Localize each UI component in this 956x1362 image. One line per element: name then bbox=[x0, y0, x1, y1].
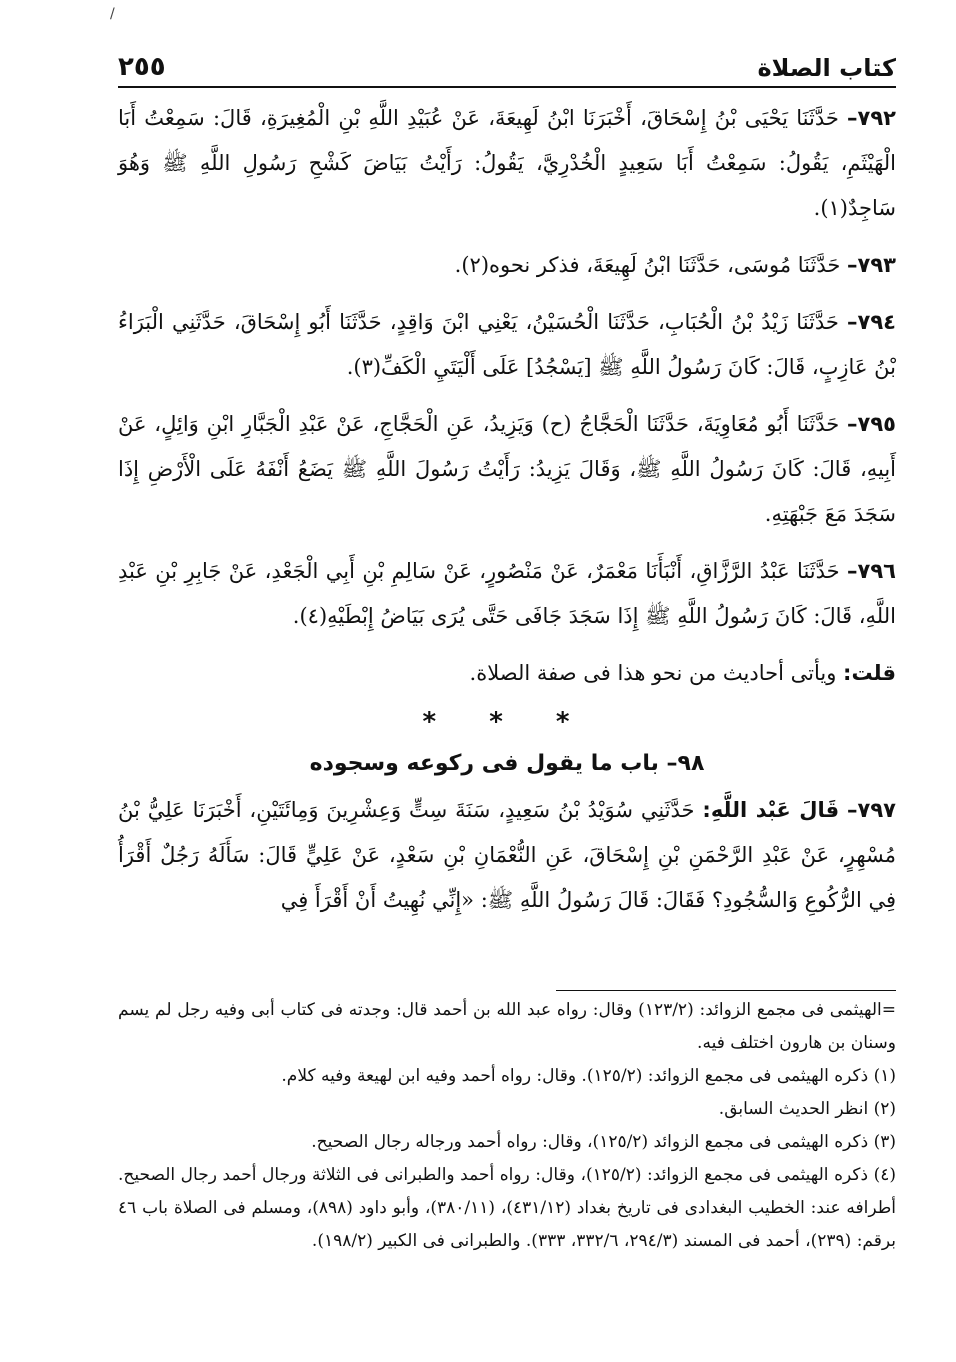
hadith-792 bbox=[118, 96, 896, 231]
page-number: ٢٥٥ bbox=[118, 52, 166, 82]
editor-note bbox=[118, 651, 896, 696]
note-lead: قلت: bbox=[843, 661, 896, 685]
footnote-1: (١) ذكره الهيثمى فى مجمع الزوائد: (١٢٥/٢). وقال: رواه أحمد وفيه ابن لهيعة وفيه كلام. bbox=[281, 1066, 896, 1086]
footnote-divider bbox=[556, 990, 896, 991]
hadith-text: حَدَّثَنَا عَبْدُ الرَّزَّاقِ، أَنْبَأَنَا مَعْمَرٌ، عَنْ مَنْصُورٍ، عَنْ سَالِمِ بْنِ أَبِي الْجَعْدِ، عَنْ جَابِرِ بْنِ عَبْدِ اللَّهِ، قَالَ: كَانَ رَسُولُ اللَّهِ ﷺ إِذَا سَجَدَ جَافَى حَتَّى يُرَى بَيَاضُ إِبْطَيْهِ(٤). bbox=[118, 559, 896, 628]
hadith-796 bbox=[118, 549, 896, 639]
hadith-text: حَدَّثَنَا يَحْيَى بْنُ إِسْحَاقَ، أَخْبَرَنَا ابْنُ لَهِيعَةَ، عَنْ عُبَيْدِ اللَّهِ بْنِ الْمُغِيرَةِ، قَالَ: سَمِعْتُ أَبَا الْهَيْثَمِ، يَقُولُ: سَمِعْتُ أَبَا سَعِيدٍ الْخُدْرِيَّ، يَقُولُ: رَأَيْتُ بَيَاضَ كَشْحِ رَسُولِ اللَّهِ ﷺ وَهُوَ سَاجِدٌ(١). bbox=[118, 106, 896, 220]
hadith-number: ٧٩٧– bbox=[847, 798, 896, 822]
page-header bbox=[118, 42, 896, 88]
hadith-lead: قَالَ عَبْد اللَّهِ: bbox=[702, 798, 840, 822]
hadith-number: ٧٩٣– bbox=[847, 253, 896, 277]
hadith-number: ٧٩٦– bbox=[847, 559, 896, 583]
footnote-2: (٢) انظر الحديث السابق. bbox=[718, 1099, 896, 1119]
section-separator: * * * bbox=[422, 707, 592, 737]
hadith-795 bbox=[118, 402, 896, 537]
hadith-text: حَدَّثَنَا أَبُو مُعَاوِيَةَ، حَدَّثَنَا الْحَجَّاجُ (ح) وَيَزِيدُ، عَنِ الْحَجَّاجِ، عَنْ عَبْدِ الْجَبَّارِ ابْنِ وَائِلٍ، عَنْ أَبِيهِ، قَالَ: كَانَ رَسُولُ اللَّهِ ﷺ، وَقَالَ يَزِيدُ: رَأَيْتُ رَسُولَ اللَّهِ ﷺ يَضَعُ أَنْفَهُ عَلَى الْأَرْضِ إِذَا سَجَدَ مَعَ جَبْهَتِهِ. bbox=[118, 412, 896, 526]
footnotes bbox=[118, 994, 896, 1258]
main-text bbox=[118, 96, 896, 935]
hadith-number: ٧٩٤– bbox=[847, 310, 896, 334]
hadith-793 bbox=[118, 243, 896, 288]
hadith-794 bbox=[118, 300, 896, 390]
footnote-continued: =الهيثمى فى مجمع الزوائد: (١٢٣/٢) وقال: رواه عبد الله بن أحمد قال: وجدته فى كتاب أبى وفيه رجل لم يسم وسنان بن هارون اختلف فيه. bbox=[118, 1000, 896, 1053]
book-title: كتاب الصلاة bbox=[757, 54, 896, 82]
footnote-4: (٤) ذكره الهيثمى فى مجمع الزوائد: (١٢٥/٢)، وقال: رواه أحمد والطبرانى فى الثلاثة ورجال أحمد رجال الصحيح. أطرافه عند: الخطيب البغدادى فى تاريخ بغداد (٤٣١/١٢)، (٣٨٠/١١)، وأبو داود (٨٩٨)، ومسلم فى الصلاة باب ٤٦ برقم: (٢٣٩)، أحمد فى المسند (٢٩٤/٣، ٣٣٢/٦، ٣٣٣). والطبرانى فى الكبير (١٩٨/٢). bbox=[118, 1165, 897, 1251]
hadith-text: حَدَّثَنَا مُوسَى، حَدَّثَنَا ابْنُ لَهِيعَةَ، فذكر نحوه(٢). bbox=[454, 253, 841, 277]
hadith-number: ٧٩٢– bbox=[847, 106, 896, 130]
hadith-text: حَدَّثَنَا زَيْدُ بْنُ الْحُبَابِ، حَدَّثَنَا الْحُسَيْنُ، يَعْنِي ابْنَ وَاقِدٍ، حَدَّثَنَا أَبُو إِسْحَاقَ، حَدَّثَنِي الْبَرَاءُ بْنُ عَازِبٍ، قَالَ: كَانَ رَسُولُ اللَّهِ ﷺ [يَسْجُدُ] عَلَى أَلْيَتَيِ الْكَفِّ(٣). bbox=[118, 310, 896, 379]
stray-mark: / bbox=[110, 6, 115, 22]
note-text: ويأتى أحاديث من نحو هذا فى صفة الصلاة. bbox=[469, 661, 837, 685]
footnote-3: (٣) ذكره الهيثمى فى مجمع الزوائد (١٢٥/٢)، وقال: رواه أحمد ورجاله رجال الصحيح. bbox=[311, 1132, 896, 1152]
hadith-797 bbox=[118, 788, 896, 923]
hadith-number: ٧٩٥– bbox=[847, 412, 896, 436]
chapter-heading: ٩٨– باب ما يقول فى ركوعه وسجوده bbox=[309, 751, 705, 776]
hadith-text: حَدَّثَنِي سُوَيْدُ بْنُ سَعِيدٍ، سَنَةَ سِتٍّ وَعِشْرِينَ وَمِائَتَيْنِ، أَخْبَرَنَا عَلِيُّ بْنُ مُسْهِرٍ، عَنْ عَبْدِ الرَّحْمَنِ بْنِ إِسْحَاقَ، عَنِ النُّعْمَانِ بْنِ سَعْدٍ، عَنْ عَلِيٍّ قَالَ: سَأَلَهُ رَجُلٌ أَقْرَأُ فِي الرُّكُوعِ وَالسُّجُودِ؟ فَقَالَ: قَالَ رَسُولُ اللَّهِ ﷺ: «إِنِّي نُهِيتُ أَنْ أَقْرَأَ فِي bbox=[118, 798, 896, 912]
